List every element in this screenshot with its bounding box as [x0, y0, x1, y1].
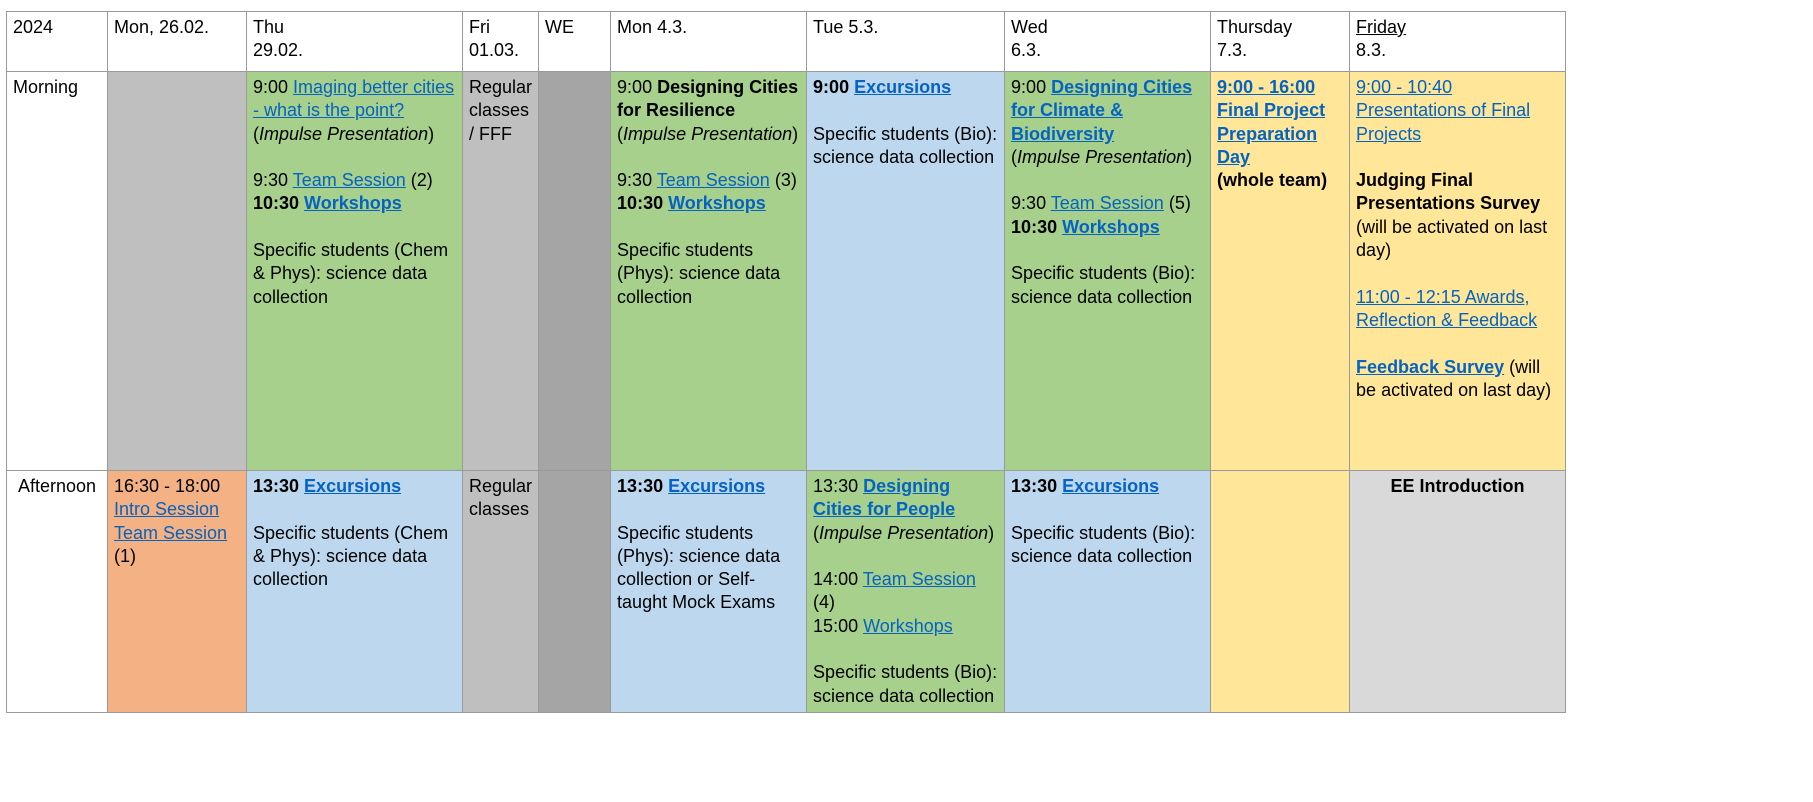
team-session-link[interactable]: Team Session — [292, 170, 406, 191]
header-thursday-0703: Thursday 7.3. — [1211, 12, 1350, 72]
header-mon-2602: Mon, 26.02. — [108, 12, 247, 72]
workshops-link[interactable]: Workshops — [668, 193, 766, 214]
cell-weekend-morning — [539, 72, 611, 471]
team-session-link[interactable]: Team Session — [1050, 193, 1164, 214]
morning-row — [7, 72, 1566, 471]
intro-team-session-link[interactable]: Intro Session Team Session — [114, 499, 228, 543]
cell-mon1-morning — [108, 72, 247, 471]
header-mon-0403: Mon 4.3. — [611, 12, 807, 72]
cell-thursday-afternoon — [1211, 471, 1350, 713]
header-tue-0503: Tue 5.3. — [807, 12, 1005, 72]
designing-cities-people-link[interactable]: Designing Cities for People — [813, 476, 956, 520]
excursions-link[interactable]: Excursions — [304, 476, 402, 496]
header-fri-0103: Fri 01.03. — [463, 12, 539, 72]
row-label-afternoon: Afternoon — [7, 471, 108, 713]
designing-cities-climate-link[interactable]: Designing Cities for Climate & Biodiversity — [1011, 77, 1193, 144]
cell-tue-morning: 9:00 Excursions Specific students (Bio): science data collection — [807, 72, 1005, 471]
cell-mon2-afternoon: 13:30 Excursions Specific students (Phys): science data collection or Self-taught Mock Exams — [611, 471, 807, 713]
cell-mon1-afternoon: 16:30 - 18:00 Intro Session Team Session (1) — [108, 471, 247, 713]
cell-fri-morning: Regular classes / FFF — [463, 72, 539, 471]
cell-mon2-morning: 9:00 Designing Cities for Resilience (Impulse Presentation) 9:30 Team Session (3) 10:30 Workshops Specific students (Phys): science data collection — [611, 72, 807, 471]
cell-friday-morning: 9:00 - 10:40 Presentations of Final Projects Judging Final Presentations Survey (will be activated on last day) 11:00 - 12:15 Awards, Reflection & Feedback Feedback Survey (will be activated on last day) — [1350, 72, 1566, 471]
awards-reflection-feedback-link[interactable]: 11:00 - 12:15 Awards, Reflection & Feedback — [1356, 286, 1538, 330]
imaging-better-cities-link[interactable]: Imaging better cities - what is the point? — [253, 77, 455, 121]
row-label-morning: Morning — [7, 72, 108, 471]
header-thu-2902: Thu 29.02. — [247, 12, 463, 72]
workshops-link[interactable]: Workshops — [1062, 216, 1160, 237]
excursions-link[interactable]: Excursions — [668, 476, 766, 496]
header-friday-0803: Friday 8.3. — [1350, 12, 1566, 72]
excursions-link[interactable]: Excursions — [1062, 476, 1160, 496]
cell-weekend-afternoon — [539, 471, 611, 713]
cell-tue-afternoon: 13:30 Designing Cities for People (Impulse Presentation) 14:00 Team Session (4) 15:00 Workshops Specific students (Bio): science data collection — [807, 471, 1005, 713]
excursions-link[interactable]: Excursions — [854, 77, 952, 97]
feedback-survey-link[interactable]: Feedback Survey — [1356, 356, 1505, 377]
cell-thu-morning: 9:00 Imaging better cities - what is the point? (Impulse Presentation) 9:30 Team Session (2) 10:30 Workshops Specific students (Chem & Phys): science data collection — [247, 72, 463, 471]
cell-fri-afternoon: Regular classes — [463, 471, 539, 713]
workshops-link[interactable]: Workshops — [863, 615, 953, 636]
presentations-final-projects-link[interactable]: 9:00 - 10:40 Presentations of Final Projects — [1356, 77, 1531, 144]
cell-wed-afternoon: 13:30 Excursions Specific students (Bio): science data collection — [1005, 471, 1211, 713]
workshops-link[interactable]: Workshops — [304, 193, 402, 214]
cell-wed-morning: 9:00 Designing Cities for Climate & Biodiversity (Impulse Presentation) 9:30 Team Session (5) 10:30 Workshops Specific students (Bio): science data collection — [1005, 72, 1211, 471]
team-session-link[interactable]: Team Session — [862, 569, 976, 590]
team-session-link[interactable]: Team Session — [656, 170, 770, 191]
cell-thursday-morning: 9:00 - 16:00 Final Project Preparation Day (whole team) — [1211, 72, 1350, 471]
header-row — [7, 12, 1566, 72]
final-project-preparation-link[interactable]: 9:00 - 16:00 Final Project Preparation Day — [1217, 77, 1326, 167]
cell-friday-afternoon: EE Introduction — [1350, 471, 1566, 713]
schedule-table — [6, 11, 1566, 713]
cell-thu-afternoon: 13:30 Excursions Specific students (Chem & Phys): science data collection — [247, 471, 463, 713]
afternoon-row — [7, 471, 1566, 713]
header-year: 2024 — [7, 12, 108, 72]
header-wed-0603: Wed 6.3. — [1005, 12, 1211, 72]
header-weekend: WE — [539, 12, 611, 72]
